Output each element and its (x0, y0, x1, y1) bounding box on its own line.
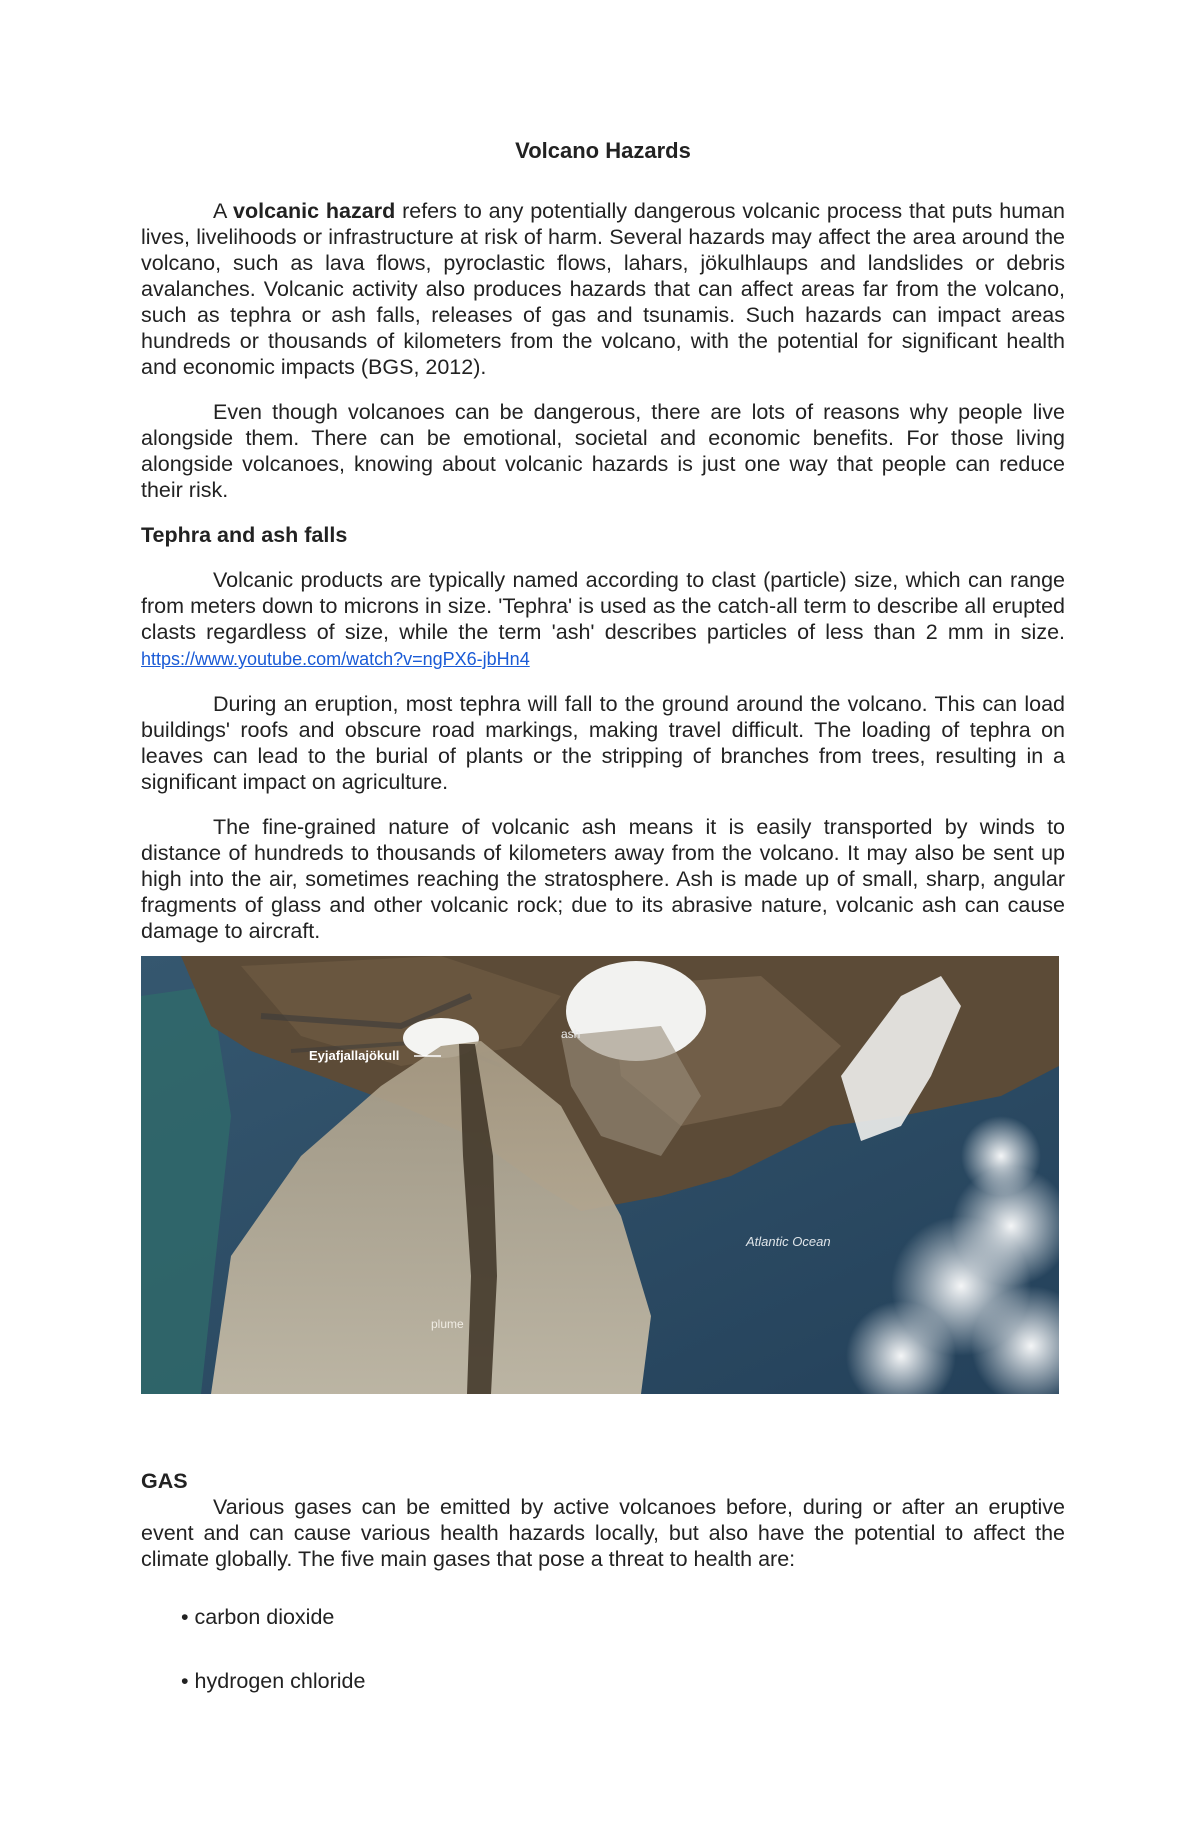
bullet-icon: • (181, 1605, 189, 1629)
bullet-icon: • (181, 1669, 189, 1693)
label-ash: ash (561, 1027, 581, 1041)
intro-paragraph: A volcanic hazard refers to any potentially dangerous volcanic process that puts human lives, livelihoods or infrastructure at risk of harm. Several hazards may affect the area around the volcano, such as lava flows, pyroclastic flows, lahars, jökulhlaups and landslides or debris avalanches. Volcanic activity also produces hazards that can affect areas far from the volcano, such as tephra or ash falls, releases of gas and tsunamis. Such hazards can impact areas hundreds or thousands of kilometers from the volcano, with the potential for significant health and economic impacts (BGS, 2012). (141, 199, 1065, 379)
document-title: Volcano Hazards (515, 138, 691, 163)
gas-list (141, 1604, 1065, 1694)
youtube-link[interactable]: https://www.youtube.com/watch?v=ngPX6-jbHn4 (141, 649, 530, 669)
document-body (141, 138, 1065, 944)
label-plume: plume (431, 1317, 464, 1331)
gas-heading: GAS (141, 1469, 188, 1493)
tephra-paragraph-1: Volcanic products are typically named according to clast (particle) size, which can range from meters down to microns in size. 'Tephra' is used as the catch-all term to describe all erupted clasts regardless of size, while the term 'ash' describes particles of less than 2 mm in size. https://www.youtube.com/watch?v=ngPX6-jbHn4 (141, 568, 1065, 669)
label-eyjafjallajokull: Eyjafjallajökull (309, 1048, 400, 1063)
gas-section (141, 1468, 1065, 1732)
list-item: • carbon dioxide (181, 1605, 335, 1629)
satellite-photo (141, 956, 1059, 1394)
gas-paragraph: Various gases can be emitted by active volcanoes before, during or after an eruptive event and can cause various health hazards locally, but also have the potential to affect the climate globally. The five main gases that pose a threat to health are: (141, 1495, 1065, 1571)
eruption-satellite-image (141, 956, 1059, 1394)
tephra-paragraph-2: During an eruption, most tephra will fall to the ground around the volcano. This can load buildings' roofs and obscure road markings, making travel difficult. The loading of tephra on leaves can lead to the burial of plants or the stripping of branches from trees, resulting in a significant impact on agriculture. (141, 692, 1065, 794)
tephra-paragraph-3: The fine-grained nature of volcanic ash means it is easily transported by winds to distance of hundreds to thousands of kilometers away from the volcano. It may also be sent up high into the air, sometimes reaching the stratosphere. Ash is made up of small, sharp, angular fragments of glass and other volcanic rock; due to its abrasive nature, volcanic ash can cause damage to aircraft. (141, 815, 1065, 943)
tephra-heading: Tephra and ash falls (141, 523, 348, 547)
list-item: • hydrogen chloride (181, 1669, 366, 1693)
label-atlantic-ocean: Atlantic Ocean (746, 1234, 831, 1249)
volcanic-hazard-term: volcanic hazard (233, 199, 396, 223)
living-alongside-paragraph: Even though volcanoes can be dangerous, there are lots of reasons why people live alongside them. There can be emotional, societal and economic benefits. For those living alongside volcanoes, knowing about volcanic hazards is just one way that people can reduce their risk. (141, 400, 1065, 502)
